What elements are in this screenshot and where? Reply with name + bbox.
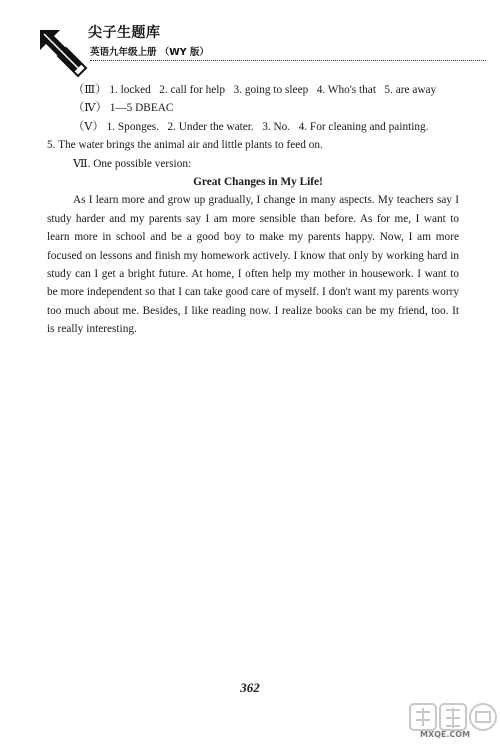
section-text: One possible version:: [93, 157, 192, 170]
page-header: [36, 22, 466, 80]
answer-section-v: [47, 118, 459, 136]
book-brand-title: 尖子生题库: [88, 25, 161, 41]
arrow-logo-icon: [36, 26, 88, 80]
answer-section-v-continuation: 5. The water brings the animal air and little plants to feed on.: [47, 139, 323, 152]
answer-section-iv: [47, 99, 459, 117]
section-text: 1. locked 2. call for help 3. going to sleep 4. Who's that 5. are away: [109, 84, 437, 96]
watermark-url: MXQE.COM: [420, 730, 471, 739]
section-text: 1—5 DBEAC: [109, 102, 174, 115]
section-label: （Ⅴ）: [73, 120, 104, 133]
page-number: 362: [240, 680, 260, 695]
answer-section-iii: [47, 81, 459, 99]
header-dotted-rule: [90, 60, 486, 61]
book-subtitle: 英语九年级上册 （WY 版）: [90, 47, 209, 58]
answer-section-vii: [47, 155, 459, 173]
section-label: （Ⅲ）: [73, 84, 107, 96]
page-content: [47, 81, 459, 339]
essay-paragraph: As I learn more and grow up gradually, I change in many aspects. My teachers say I study harder and my parents say I am more sensible than before. As for me, I want to learn more in school and be a good boy to make my parents happy. Now, I am more focused on lessons and finish my homework actively. I know that only by working hard in study can I get a bright future. At home, I often help my mother in housework. I want to be more independent so that I can take good care of myself. I don't want my parents worry too much about me. Besides, I like reading now. I realize books can be my friend, too. It is really interesting.: [47, 194, 459, 336]
section-label: Ⅶ.: [73, 157, 91, 170]
essay-title: Great Changes in My Life!: [193, 176, 323, 189]
section-label: （Ⅳ）: [73, 102, 107, 115]
section-text: 1. Sponges. 2. Under the water. 3. No. 4. For cleaning and painting.: [106, 120, 429, 133]
